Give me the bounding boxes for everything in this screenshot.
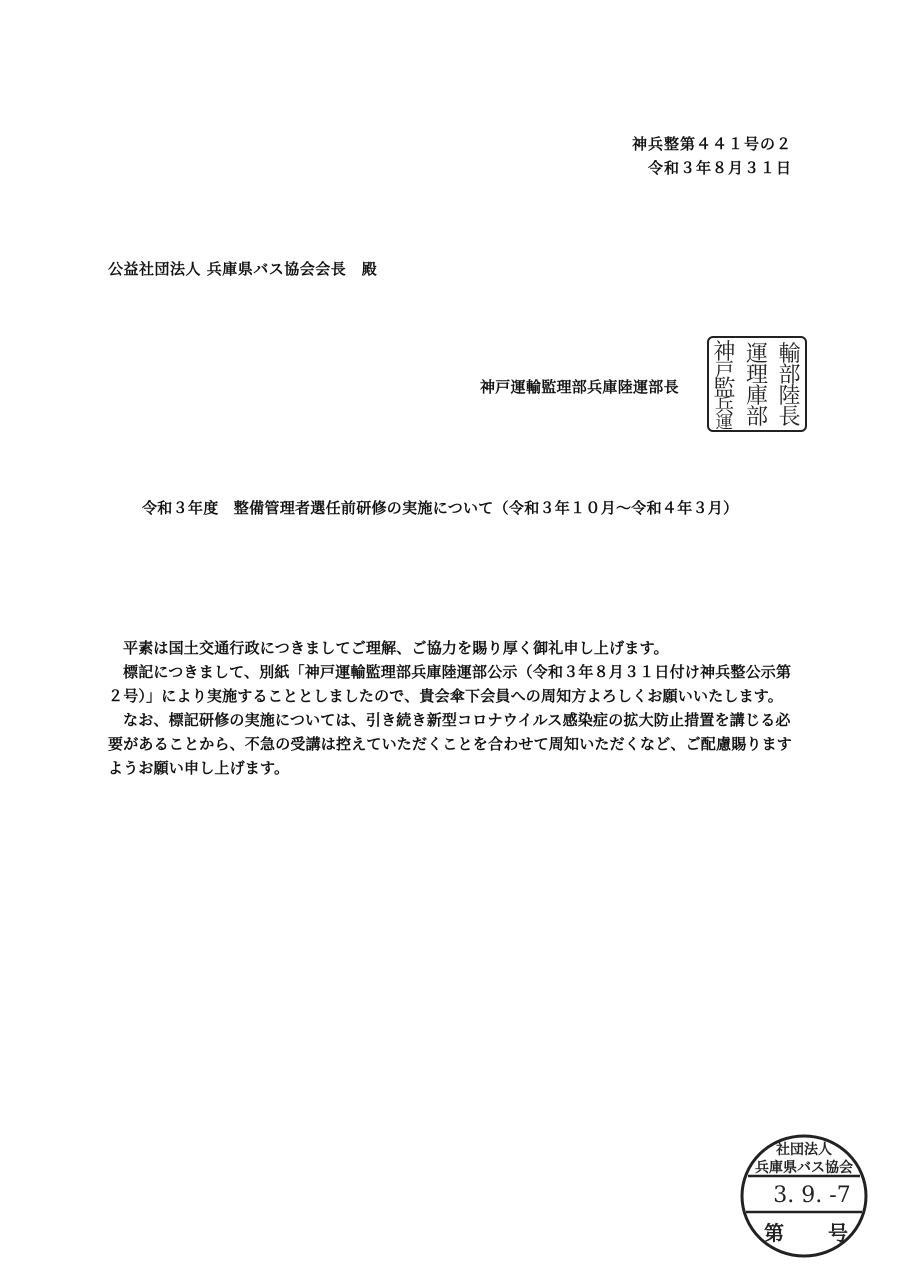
body-text: [108, 636, 800, 780]
subject-line: 令和３年度 整備管理者選任前研修の実施について（令和３年１０月～令和４年３月）: [142, 499, 739, 517]
svg-text:戸: 戸: [714, 358, 734, 382]
svg-text:監: 監: [713, 376, 736, 402]
svg-text:理: 理: [745, 363, 769, 389]
official-seal-graphic: [709, 338, 805, 430]
reference-block: [632, 132, 792, 180]
sender: 神戸運輸監理部兵庫陸運部長: [480, 378, 679, 396]
receipt-stamp-graphic: [738, 1132, 870, 1260]
body-paragraph-1: 平素は国土交通行政につきましてご理解、ご協力を賜り厚く御礼申し上げます。: [123, 639, 669, 657]
body-paragraph-2: 標記につきまして、別紙「神戸運輸監理部兵庫陸運部公示（令和３年８月３１日付け神兵整公示第２号）」により実施することとしましたので、貴会傘下会員への周知方よろしくお願いいたします。: [108, 663, 792, 705]
official-seal: [707, 336, 807, 432]
stamp-org-line1: 社団法人: [776, 1142, 832, 1158]
addressee: 公益社団法人 兵庫県バス協会会長 殿: [108, 260, 378, 278]
svg-text:部: 部: [745, 405, 769, 430]
body-paragraph-3: なお、標記研修の実施については、引き続き新型コロナウイルス感染症の拡大防止措置を講じる必要があることから、不急の受講は控えていただくことを合わせて周知いただくなど、ご配慮賜りますようお願い申し上げます。: [108, 711, 793, 777]
svg-text:運: 運: [715, 413, 734, 430]
svg-text:庫: 庫: [745, 384, 769, 410]
svg-text:陸: 陸: [778, 384, 801, 410]
svg-text:部: 部: [778, 363, 801, 389]
document-date: 令和３年８月３１日: [647, 159, 792, 177]
stamp-date: 3. 9. -7: [773, 1183, 851, 1208]
svg-text:神: 神: [713, 340, 736, 366]
stamp-number-suffix: 号: [828, 1221, 848, 1245]
stamp-number-prefix: 第: [764, 1221, 784, 1245]
svg-text:兵: 兵: [714, 394, 734, 418]
document-number: 神兵整第４４１号の２: [631, 135, 792, 153]
svg-text:運: 運: [745, 342, 769, 367]
receipt-stamp: [738, 1132, 870, 1260]
svg-text:輸: 輸: [778, 342, 801, 367]
stamp-org-line2: 兵庫県バス協会: [755, 1160, 853, 1176]
svg-text:長: 長: [778, 405, 801, 430]
